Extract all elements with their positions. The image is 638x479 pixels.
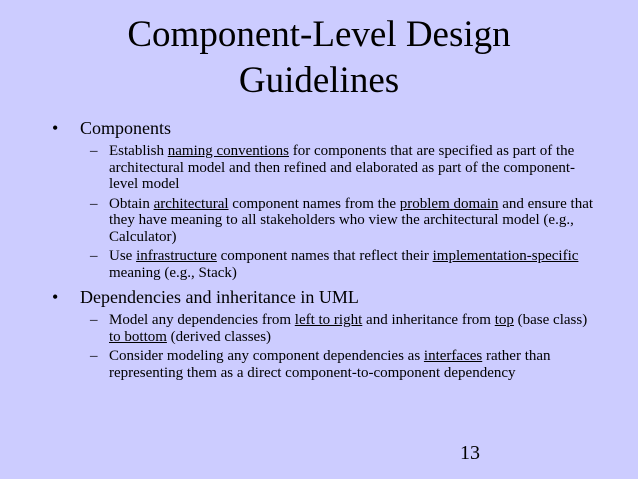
- text-run: Model any dependencies from: [109, 312, 295, 328]
- bullet-label: Components: [80, 118, 172, 138]
- text-run: component names that reflect their: [216, 248, 433, 264]
- slide-title: [0, 12, 638, 104]
- underlined-term: to bottom: [109, 328, 167, 345]
- text-run: meaning (e.g., Stack): [109, 264, 237, 281]
- dash-icon: –: [90, 348, 98, 364]
- sub-bullet-list: [52, 143, 612, 281]
- page-number: 13: [460, 442, 480, 464]
- text-run: and ensure that they have meaning to all stakeholders who view the architectural model (e.g., Calculator): [109, 195, 594, 245]
- text-run: Establish: [109, 143, 168, 159]
- dash-icon: –: [90, 195, 98, 212]
- bullet-icon: •: [52, 118, 59, 138]
- text-run: Consider modeling any component dependencies as: [109, 348, 424, 364]
- bullet-item: [52, 287, 612, 308]
- sub-bullet-item: [52, 348, 599, 381]
- slide-content: [52, 118, 612, 387]
- underlined-term: top: [494, 312, 514, 328]
- underlined-term: architectural: [153, 195, 229, 212]
- text-run: Use: [109, 248, 137, 264]
- underlined-term: problem domain: [399, 195, 499, 212]
- sub-bullet-list: [52, 312, 612, 381]
- underlined-term: implementation-specific: [432, 248, 579, 264]
- text-run: (derived classes): [166, 328, 272, 345]
- underlined-term: naming conventions: [167, 143, 289, 159]
- bullet-item: [52, 118, 612, 139]
- sub-bullet-item: [52, 312, 599, 345]
- underlined-term: interfaces: [423, 348, 483, 364]
- sub-bullet-item: [52, 248, 599, 281]
- dash-icon: –: [90, 312, 98, 328]
- underlined-term: infrastructure: [136, 248, 217, 264]
- dash-icon: –: [90, 143, 98, 159]
- bullet-label: Dependencies and inheritance in UML: [80, 287, 359, 307]
- sub-bullet-item: [52, 143, 599, 193]
- text-run: rather than representing them as a direct component-to-component dependency: [109, 348, 551, 381]
- text-run: and inheritance from: [362, 312, 495, 328]
- text-run: component names from the: [228, 195, 400, 212]
- title-line-2: Guidelines: [238, 60, 400, 101]
- title-line-1: Component-Level Design: [127, 14, 511, 55]
- dash-icon: –: [90, 248, 98, 264]
- underlined-term: left to right: [294, 312, 363, 328]
- sub-bullet-item: [52, 196, 599, 246]
- text-run: for components that are specified as part of the architectural model and then refined and elaborated as part of the component-level model: [109, 143, 576, 192]
- text-run: (base class): [513, 312, 588, 328]
- text-run: Obtain: [109, 195, 154, 212]
- bullet-icon: •: [52, 287, 59, 307]
